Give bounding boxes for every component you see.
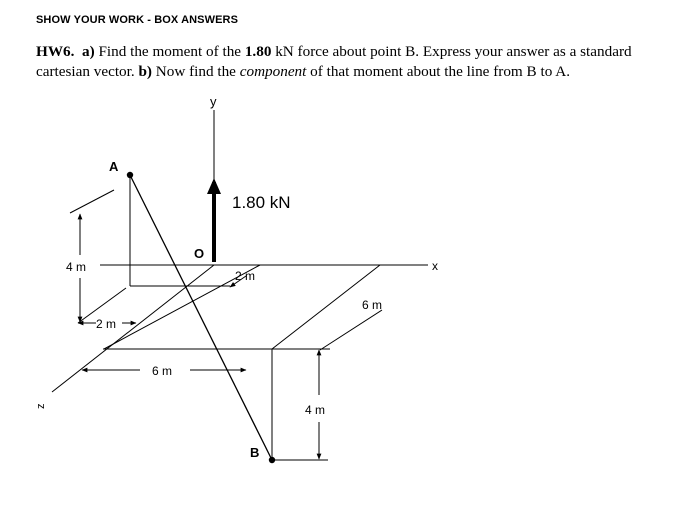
dim-6m-bottom-label: 6 m (152, 364, 173, 378)
z-axis-line (52, 265, 214, 392)
origin-label: O (194, 246, 205, 261)
problem-number: HW6. (36, 43, 75, 60)
point-b-label: B (250, 445, 260, 460)
dim-6m-right-label: 6 m (362, 298, 383, 312)
part-b-text-1: Now find the (155, 63, 236, 80)
dim-4m-left-top-line (70, 190, 114, 213)
dim-2m-center-label: 2 m (235, 269, 256, 283)
force-arrowhead (207, 178, 221, 194)
point-a-label: A (109, 159, 119, 174)
force-value: 1.80 (244, 43, 272, 60)
part-b-emphasis: component (239, 63, 307, 80)
y-axis-label: y (210, 94, 217, 109)
part-a-text-2: kN force about point B. Express your answer as a standard cartesian vector. (36, 43, 632, 80)
line-a-to-b (130, 175, 272, 460)
dim-4m-right-label: 4 m (305, 403, 326, 417)
part-a-text-1: Find the moment of the (98, 43, 242, 60)
point-a-marker (127, 172, 133, 178)
dim-4m-left-label: 4 m (66, 260, 87, 274)
dim-2m-left-label: 2 m (96, 317, 117, 331)
part-b-text-2: of that moment about the line from B to A. (310, 63, 571, 80)
force-label: 1.80 kN (232, 193, 291, 212)
part-a-label: a) (82, 43, 95, 60)
part-b-label: b) (138, 63, 152, 80)
page-header: SHOW YOUR WORK - BOX ANSWERS (36, 14, 239, 26)
z-axis-label: z (35, 403, 47, 409)
x-axis-label: x (432, 259, 438, 273)
dim-6m-right-line (320, 310, 382, 350)
